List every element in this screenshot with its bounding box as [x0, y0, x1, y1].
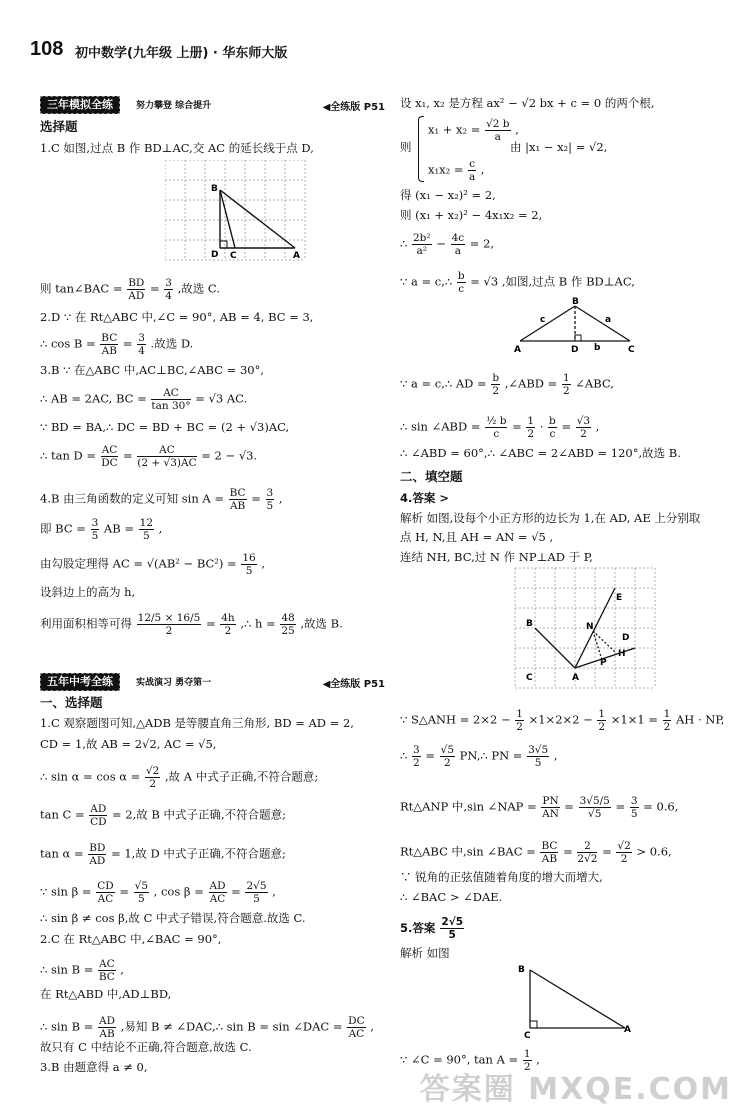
exam-answer-1-ab: CD = 1,故 AB = 2√2, AC = √5, [40, 737, 217, 751]
fill-analysis-4b: 点 H, N,且 AH = AN = √5 , [400, 530, 554, 544]
exam-answer-1-d: tan α = $\frac{BD}{AD}$ = 1,故 D 中式子正确,不符合题意; [40, 842, 286, 867]
fig1-label-a: A [293, 251, 300, 261]
section-ref: ◀全练版 P51 [322, 679, 385, 690]
fig2-label-b-side: b [594, 343, 601, 353]
page-number: 108 [30, 38, 64, 60]
figure-grid-angles [510, 566, 660, 696]
watermark-logo: 答案圈 MXQE.COM [419, 1072, 732, 1107]
answer-4-bc: 即 BC = $\frac{3}{5}$ AB = $\frac{12}{5}$ , [40, 517, 163, 542]
fig1-label-c: C [230, 251, 237, 261]
system-brace [418, 116, 424, 182]
exam-answer-1: 1.C 观察题图可知,△ADB 是等腰直角三角形, BD = AD = 2, [40, 716, 354, 730]
book-title: 初中数学(九年级 上册) · 华东师大版 [75, 46, 288, 61]
exam-answer-2: 2.C 在 Rt△ABC 中,∠BAC = 90°, [40, 932, 222, 946]
fig1-label-d: D [211, 250, 219, 260]
fill-analysis-4c: 连结 NH, BC,过 N 作 NP⊥AD 于 P, [400, 550, 593, 564]
fig3-label-a: A [572, 673, 579, 683]
fig2-label-b: B [572, 297, 579, 307]
fig2-label-c-side: c [540, 315, 546, 325]
answer-4-ac: 由勾股定理得 AC = √(AB² − BC²) = $\frac{16}{5}$ , [40, 552, 266, 577]
section-badge: 五年中考全练 [40, 673, 120, 691]
step-sin-abd: ∴ sin ∠ABD = $\frac{\text{½ b}}{c}$ = $\frac{1}{2}$ · $\frac{b}{c}$ = $\frac{√3}{2}$ , [400, 415, 600, 440]
roots-intro: 设 x₁, x₂ 是方程 ax² − √2 bx + c = 0 的两个根, [400, 96, 655, 110]
fig3-label-b: B [526, 619, 533, 629]
answer-2-formula: ∴ cos B = $\frac{BC}{AB}$ = $\frac{3}{4}$ .故选 D. [40, 332, 194, 357]
fig3-label-h: H [618, 649, 626, 659]
heading-fill: 二、填空题 [400, 469, 463, 484]
step-area: ∵ S△ANH = 2×2 − $\frac{1}{2}$ ×1×2×2 − $\frac{1}{2}$ ×1×1 = $\frac{1}{2}$ AH · NP, [400, 708, 725, 733]
fig2-label-c: C [628, 345, 635, 355]
fill-answer-5: 5.答案 $\frac{2√5}{5}$ [400, 916, 464, 941]
step-expand: 则 (x₁ + x₂)² − 4x₁x₂ = 2, [400, 208, 543, 222]
answer-4-height: 设斜边上的高为 h, [40, 585, 136, 599]
step-ratio: ∵ a = c,∴ $\frac{b}{c}$ = √3 ,如图,过点 B 作 BD⊥AC, [400, 270, 635, 295]
step-ad: ∵ a = c,∴ AD = $\frac{b}{2}$ ,∠ABD = $\frac{1}{2}$ ∠ABC, [400, 372, 614, 397]
answer-3-formula-2: ∵ BD = BA,∴ DC = BD + BC = (2 + √3)AC, [40, 420, 290, 434]
section-slogan: 努力攀登 综合提升 [136, 101, 212, 111]
fig3-label-d: D [622, 633, 630, 643]
answer-3-formula-1: ∴ AB = 2AC, BC = $\frac{AC}{\tan 30^\circ}$ = √3 AC. [40, 387, 248, 412]
answer-3: 3.B ∵ 在△ABC 中,AC⊥BC,∠ABC = 30°, [40, 363, 264, 377]
fig3-label-e: E [616, 593, 623, 603]
exam-answer-1-conclusion: ∴ sin β ≠ cos β,故 C 中式子错误,符合题意.故选 C. [40, 911, 306, 925]
answer-4-area: 利用面积相等可得 $\frac{12/5 \times 16/5}{2}$ = $\frac{4h}{2}$ ,∴ h = $\frac{48}{25}$ ,故选 B. [40, 612, 343, 637]
answer-2: 2.D ∵ 在 Rt△ABC 中,∠C = 90°, AB = 4, BC = 3, [40, 310, 314, 324]
exam-answer-2-sinb: ∴ sin B = $\frac{AC}{BC}$ , [40, 958, 124, 983]
step-angle-conclusion: ∴ ∠ABD = 60°,∴ ∠ABC = 2∠ABD = 120°,故选 B. [400, 446, 681, 460]
step-tan-a: ∵ ∠C = 90°, tan A = $\frac{1}{2}$ , [400, 1048, 540, 1073]
step-compare: ∴ ∠BAC > ∠DAE. [400, 890, 503, 904]
heading-choice-2: 一、选择题 [40, 695, 103, 710]
exam-answer-1-beta: ∵ sin β = $\frac{CD}{AC}$ = $\frac{√5}{5}$ , cos β = $\frac{AD}{AC}$ = $\frac{2√5}{5}$ , [40, 880, 276, 905]
fig2-label-d: D [571, 345, 579, 355]
exam-answer-1-a: ∴ sin α = cos α = $\frac{√2}{2}$ ,故 A 中式子正确,不符合题意; [40, 765, 319, 790]
figure-isosceles-triangle [510, 296, 640, 356]
step-monotonic: ∵ 锐角的正弦值随着角度的增大而增大, [400, 870, 603, 884]
step-fraction: ∴ $\frac{\text{2b²}}{\text{a²}}$ − $\frac{4c}{a}$ = 2, [400, 232, 495, 257]
exam-answer-2-conclusion: 故只有 C 中结论不正确,符合题意,故选 C. [40, 1040, 252, 1054]
answer-1: 1.C 如图,过点 B 作 BD⊥AC,交 AC 的延长线于点 D, [40, 141, 314, 155]
exam-answer-1-b: tan C = $\frac{AD}{CD}$ = 2,故 B 中式子正确,不符合题意; [40, 803, 287, 828]
heading-choice: 选择题 [40, 119, 78, 134]
vieta-sum: x₁ + x₂ = $\frac{√2 b}{a}$ , [428, 118, 519, 143]
vieta-condition: 由 |x₁ − x₂| = √2, [510, 140, 608, 154]
fig3-label-n: N [586, 622, 594, 632]
fig1-label-b: B [211, 184, 218, 194]
fill-analysis-4: 解析 如图,设每个小正方形的边长为 1,在 AD, AE 上分别取 [400, 511, 701, 525]
figure-right-triangle [510, 960, 640, 1040]
fig4-label-a: A [624, 1025, 631, 1035]
exam-answer-3: 3.B 由题意得 a ≠ 0, [40, 1060, 148, 1074]
left-column-lower [40, 0, 385, 1120]
fig3-label-c: C [526, 673, 533, 683]
fig2-label-a: A [514, 345, 521, 355]
section-badge: 三年模拟全练 [40, 96, 120, 114]
vieta-then: 则 [400, 140, 412, 154]
fill-answer-4: 4.答案 > [400, 491, 450, 505]
fig3-label-p: P [600, 658, 607, 668]
exam-answer-2-rt: 在 Rt△ABD 中,AD⊥BD, [40, 987, 172, 1001]
section-slogan: 实战演习 勇夺第一 [136, 678, 212, 688]
step-sin-bac: Rt△ABC 中,sin ∠BAC = $\frac{BC}{AB}$ = $\frac{2}{2√2}$ = $\frac{√2}{2}$ > 0.6, [400, 840, 672, 865]
vieta-product: x₁x₂ = $\frac{c}{a}$ , [428, 158, 485, 183]
fig4-label-c: C [524, 1031, 531, 1040]
fig4-label-b: B [518, 965, 525, 975]
answer-1-conclusion: 则 tan∠BAC = $\frac{BD}{AD}$ = $\frac{3}{4}$ ,故选 C. [40, 277, 220, 302]
step-pn: ∴ $\frac{3}{2}$ = $\frac{√5}{2}$ PN,∴ PN = $\frac{3√5}{5}$ , [400, 744, 558, 769]
step-diff-square: 得 (x₁ − x₂)² = 2, [400, 188, 496, 202]
exam-answer-2-sinb2: ∴ sin B = $\frac{AD}{AB}$ ,易知 B ≠ ∠DAC,∴ sin B = sin ∠DAC = $\frac{DC}{AC}$ , [40, 1015, 374, 1040]
fig2-label-a-side: a [605, 315, 612, 325]
answer-4: 4.B 由三角函数的定义可知 sin A = $\frac{BC}{AB}$ = $\frac{3}{5}$ , [40, 487, 283, 512]
step-sin-nap: Rt△ANP 中,sin ∠NAP = $\frac{PN}{AN}$ = $\frac{3√5/5}{√5}$ = $\frac{3}{5}$ = 0.6, [400, 795, 679, 820]
section-ref: ◀全练版 P51 [322, 102, 385, 113]
answer-3-formula-3: ∴ tan D = $\frac{AC}{DC}$ = $\frac{AC}{(2 + √3)AC}$ = 2 − √3. [40, 444, 258, 469]
right-column [400, 0, 735, 1120]
fill-analysis-5: 解析 如图 [400, 946, 450, 960]
